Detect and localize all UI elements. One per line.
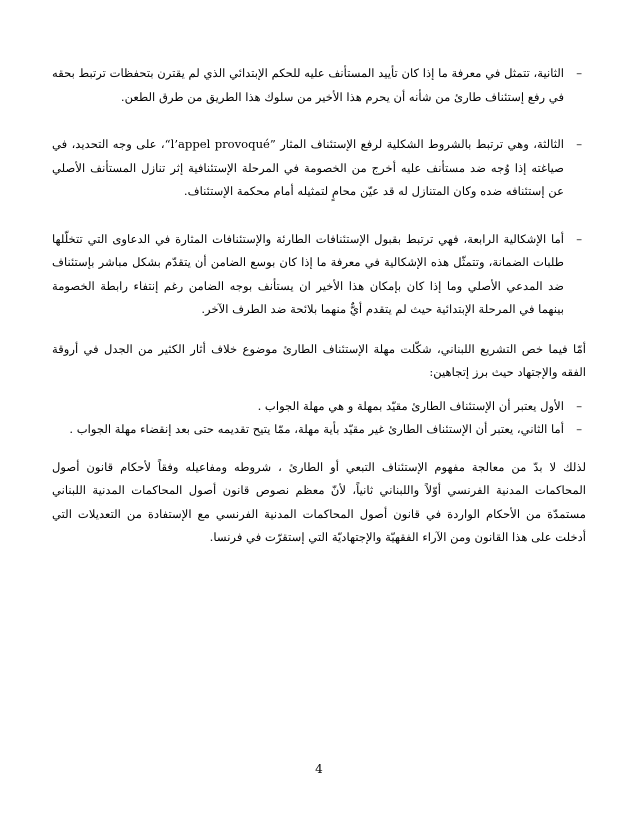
bullet-dash: – — [576, 398, 582, 413]
list-item-first-trend — [52, 395, 586, 419]
list-item-text: أما الثاني، يعتبر أن الإستئناف الطارئ غير مقيّد بأية مهلة، ممّا يتيح تقديمه حتى بعد إنقضاء مهلة الجواب . — [69, 422, 564, 436]
list-item-text: أما الإشكالية الرابعة، فهي ترتبط بقبول الإستئنافات الطارئة والإستئنافات المثارة في الدعاوى التي تتخلّلها طلبات الضمانة، وتتمثّل هذه الإشكالية في معرفة ما إذا كان بوسع الضامن أن يتقدّم بشكل مباشر بإستئناف ضد المدعي الأصلي وما إذا كان بإمكان هذا الأخير ان يستأنف بوجه الضامن رغم إنتفاء رابطة الخصومة بينهما في المرحلة الإبتدائية حيث لم يتقدم أيٌّ منهما بلائحة ضد الطرف الآخر. — [52, 231, 564, 316]
list-item-third-issue — [52, 133, 586, 204]
page-content — [52, 62, 586, 550]
list-item-text: الثانية، تتمثل في معرفة ما إذا كان تأييد المستأنف عليه للحكم الإبتدائي الذي لم يقترن بتحفظات ترتبط بحقه في رفع إستئناف طارئ من شأنه أن يحرم هذا الأخير من سلوك هذا الطريق من طرق الطعن. — [52, 66, 564, 104]
list-item-second-issue — [52, 62, 586, 109]
bullet-dash: – — [576, 137, 582, 151]
list-item-fourth-issue — [52, 228, 586, 322]
list-item-text: الثالثة، وهي ترتبط بالشروط الشكلية لرفع الإستئناف المثار ”l’appel provoqué“، على وجه التحديد، في صياغته إذا وُجه ضد مستأنف عليه أخرج من الخصومة في المرحلة الإستئنافية إثر تنازل المستأنف الأصلي عن إستئنافه ضده وكان المتنازل له قد عيّن محامٍ لتمثيله أمام محكمة الإستئناف. — [52, 137, 564, 198]
intro-paragraph: أمّا فيما خص التشريع اللبناني، شكّلت مهلة الإستئناف الطارئ موضوع خلاف أثار الكثير من الجدل في أروقة الفقه والإجتهاد حيث برز إتجاهين: — [52, 341, 586, 379]
list-item-text: الأول يعتبر أن الإستئناف الطارئ مقيّد بمهلة و هي مهلة الجواب . — [257, 398, 564, 413]
bullet-dash: – — [576, 66, 582, 80]
list-item-second-trend — [52, 418, 586, 442]
conclusion-paragraph: لذلك لا بدّ من معالجة مفهوم الإستئناف التبعي أو الطارئ ، شروطه ومفاعيله وفقاً لأحكام قانون أصول المحاكمات المدنية الفرنسي أوّلاً واللبناني ثانياً، لأنّ معظم نصوص قانون أصول المحاكمات المدنية اللبناني مستمدّة من الأحكام الواردة في قانون أصول المحاكمات المدنية الفرنسي مع الإستفادة من التعديلات التي أدخلت على هذا القانون ومن الآراء الفقهيّة والإجتهاديّة التي إستقرّت في فرنسا. — [52, 459, 586, 544]
bullet-dash: – — [576, 422, 582, 436]
bullet-dash: – — [576, 231, 582, 246]
page-number: 4 — [315, 762, 323, 776]
